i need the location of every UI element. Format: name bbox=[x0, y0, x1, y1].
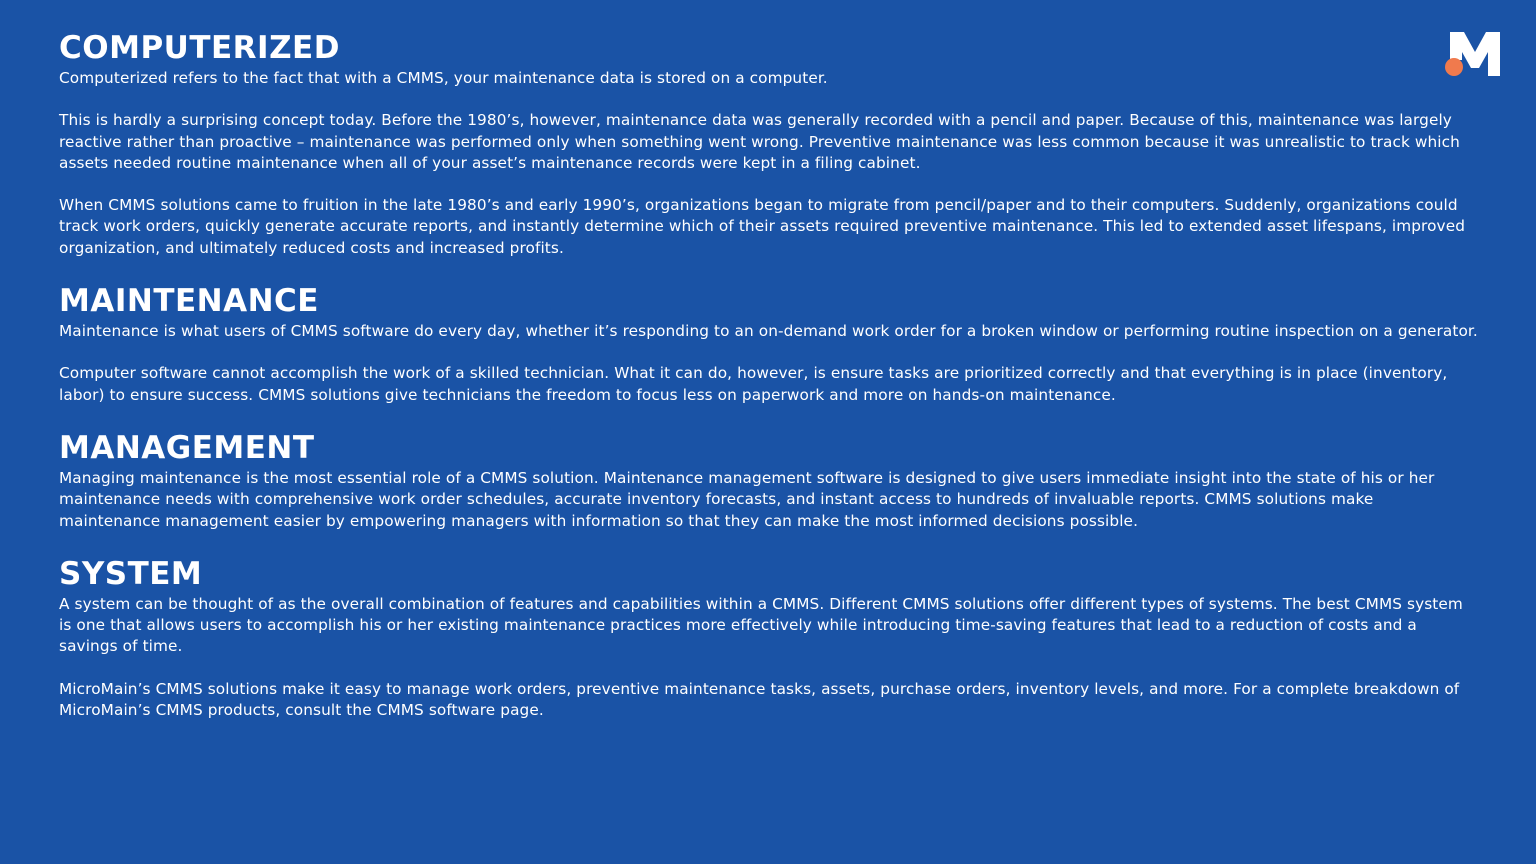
paragraph: Managing maintenance is the most essential role of a CMMS solution. Maintenance management software is designed to give users immediate insight into the state of his or her maintenance needs with comprehensive work order schedules, accurate inventory forecasts, and instant access to hundreds of invaluable reports. CMMS solutions make maintenance management easier by empowering managers with information so that they can make the most informed decisions possible. bbox=[59, 468, 1435, 530]
paragraph: Computer software cannot accomplish the work of a skilled technician. What it can do, however, is ensure tasks are prioritized correctly and that everything is in place (inventory, labor) to ensure success. CMMS solutions give technicians the freedom to focus less on paperwork and more on hands-on maintenance. bbox=[59, 364, 1448, 404]
section-maintenance bbox=[59, 281, 1479, 406]
heading-computerized: COMPUTERIZED bbox=[59, 30, 340, 66]
paragraph: MicroMain’s CMMS solutions make it easy to manage work orders, preventive maintenance tasks, assets, purchase orders, inventory levels, and more. For a complete breakdown of MicroMain’s CMMS products, consult the CMMS software page. bbox=[59, 679, 1460, 720]
heading-system: SYSTEM bbox=[59, 555, 203, 592]
paragraph: A system can be thought of as the overall combination of features and capabilities within a CMMS. Different CMMS solutions offer different types of systems. The best CMMS system is one that allows users to accomplish his or her existing maintenance practices more effectively while introducing time-saving features that lead to a reduction of costs and a savings of time. bbox=[59, 594, 1463, 656]
paragraph: When CMMS solutions came to fruition in the late 1980’s and early 1990’s, organizations began to migrate from pencil/paper and to their computers. Suddenly, organizations could track work orders, quickly generate accurate reports, and instantly determine which of their assets required preventive maintenance. This led to extended asset lifespans, improved organization, and ultimately reduced costs and increased profits. bbox=[59, 196, 1466, 257]
section-system bbox=[59, 554, 1479, 721]
heading-maintenance: MAINTENANCE bbox=[59, 283, 319, 320]
section-management bbox=[59, 428, 1479, 532]
content bbox=[59, 28, 1479, 721]
section-computerized bbox=[59, 28, 1479, 259]
heading-management: MANAGEMENT bbox=[59, 429, 315, 466]
paragraph: Maintenance is what users of CMMS software do every day, whether it’s responding to an on-demand work order for a broken window or performing routine inspection on a generator. bbox=[59, 322, 1478, 341]
paragraph: This is hardly a surprising concept today. Before the 1980’s, however, maintenance data was generally recorded with a pencil and paper. Because of this, maintenance was largely reactive rather than proactive – maintenance was performed only when something went wrong. Preventive maintenance was less common because it was unrealistic to track which assets needed routine maintenance when all of your asset’s maintenance records were kept in a filing cabinet. bbox=[59, 111, 1460, 172]
paragraph: Computerized refers to the fact that with a CMMS, your maintenance data is stored on a computer. bbox=[59, 69, 828, 87]
